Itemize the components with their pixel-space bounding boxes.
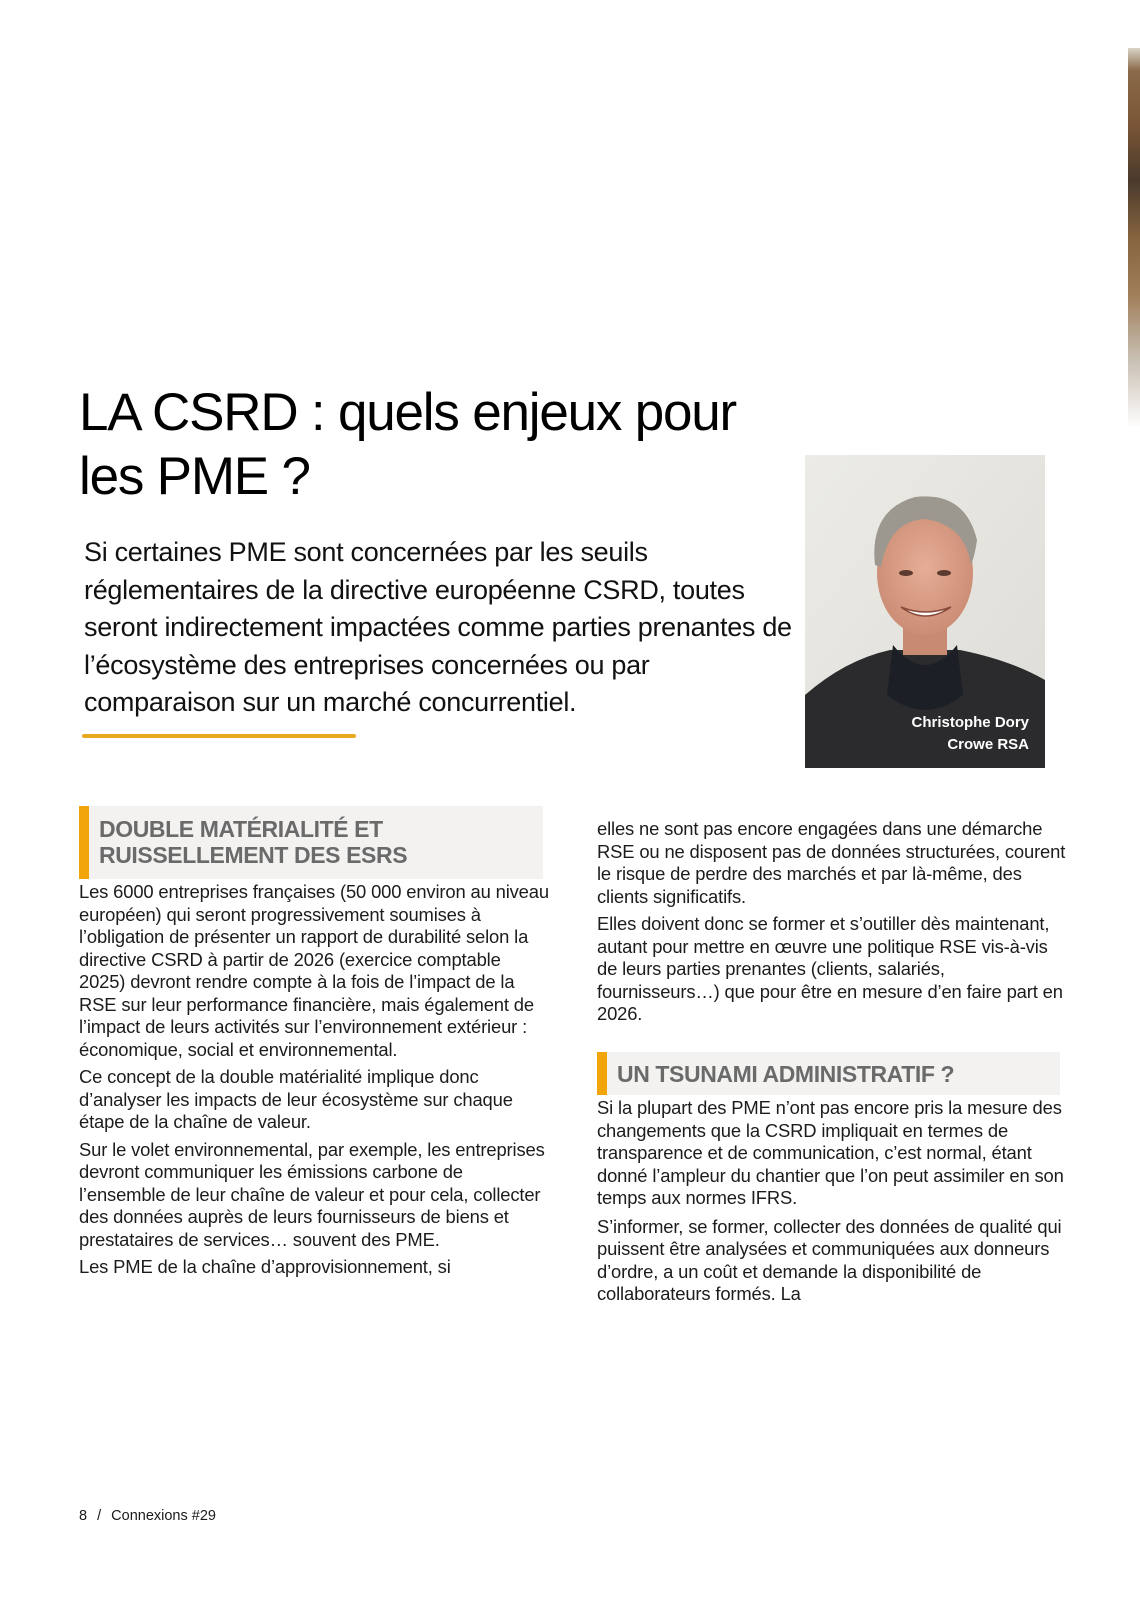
body-paragraph: S’informer, se former, collecter des données de qualité qui puissent être analysées et communiquées aux donneurs d’ordre, a un coût et demande la disponibilité de collaborateurs formés. La: [597, 1215, 1062, 1304]
heading-accent-bar: [79, 806, 89, 879]
portrait-name: Christophe Dory: [911, 714, 1029, 731]
heading-line-1: DOUBLE MATÉRIALITÉ ET: [99, 816, 383, 842]
column-right-body: [597, 1097, 1067, 1311]
body-paragraph: Sur le volet environnemental, par exemple, les entreprises devront communiquer les émissions carbone de l’ensemble de leur chaîne de valeur et pour cela, collecter des données auprès de leurs fournisseurs de biens et prestataires de services… souvent des PME.: [79, 1138, 545, 1250]
article-lede: Si certaines PME sont concernées par les seuils réglementaires de la directive européenne CSRD, toutes seront indirectement impactées comme parties prenantes de l’écosystème des entreprises concernées ou par comparaison sur un marché concurrentiel.: [84, 537, 792, 717]
section-heading-tsunami-administratif: [597, 1052, 1060, 1095]
body-paragraph: elles ne sont pas encore engagées dans une démarche RSE ou ne disposent pas de données structurées, courent le risque de perdre des marchés et par là-même, des clients significatifs.: [597, 818, 1066, 907]
article-title: [79, 381, 799, 509]
section-heading-double-materialite: [79, 806, 543, 879]
body-paragraph: Si la plupart des PME n’ont pas encore pris la mesure des changements que la CSRD impliquait en termes de transparence et de communication, c’est normal, étant donné l’ampleur du chantier que l’on peut assimiler en son temps aux normes IFRS.: [597, 1097, 1064, 1208]
title-line-1: LA CSRD : quels enjeux pour: [79, 383, 736, 442]
body-paragraph: Les 6000 entreprises françaises (50 000 environ au niveau européen) qui seront progressivement soumises à l’obligation de présenter un rapport de durabilité selon la directive CSRD à partir de 2026 (exercice comptable 2025) devront rendre compte à la fois de l’impact de la RSE sur leur performance financière, mais également de l’impact de leurs activités sur l’environnement extérieur : économique, social et environnemental.: [79, 881, 549, 1060]
author-portrait: [805, 455, 1045, 768]
body-paragraph: Ce concept de la double matérialité implique donc d’analyser les impacts de leur écosystème sur chaque étape de la chaîne de valeur.: [79, 1066, 513, 1132]
heading-line-2: RUISSELLEMENT DES ESRS: [99, 842, 408, 868]
column-left-body: [79, 881, 549, 1284]
body-paragraph: Les PME de la chaîne d’approvisionnement, si: [79, 1256, 451, 1277]
column-right-body-continued: [597, 818, 1067, 1031]
publication-name: Connexions #29: [111, 1508, 216, 1524]
adjacent-page-photo-edge: [1128, 48, 1140, 428]
lede-underline-divider: [82, 734, 356, 738]
section-heading-text: UN TSUNAMI ADMINISTRATIF ?: [617, 1061, 955, 1087]
body-paragraph: Elles doivent donc se former et s’outiller dès maintenant, autant pour mettre en œuvre une politique RSE vis-à-vis de leurs parties prenantes (clients, salariés, fournisseurs…) que pour être en mesure d’en faire part en 2026.: [597, 913, 1063, 1024]
page-footer: [79, 1508, 222, 1524]
section-heading-text: [99, 816, 407, 868]
page-number: 8: [79, 1508, 88, 1524]
portrait-company: Crowe RSA: [947, 736, 1029, 753]
heading-accent-bar: [597, 1052, 607, 1095]
footer-separator: /: [97, 1508, 102, 1524]
portrait-caption: [911, 712, 1029, 756]
title-line-2: les PME ?: [79, 447, 310, 506]
